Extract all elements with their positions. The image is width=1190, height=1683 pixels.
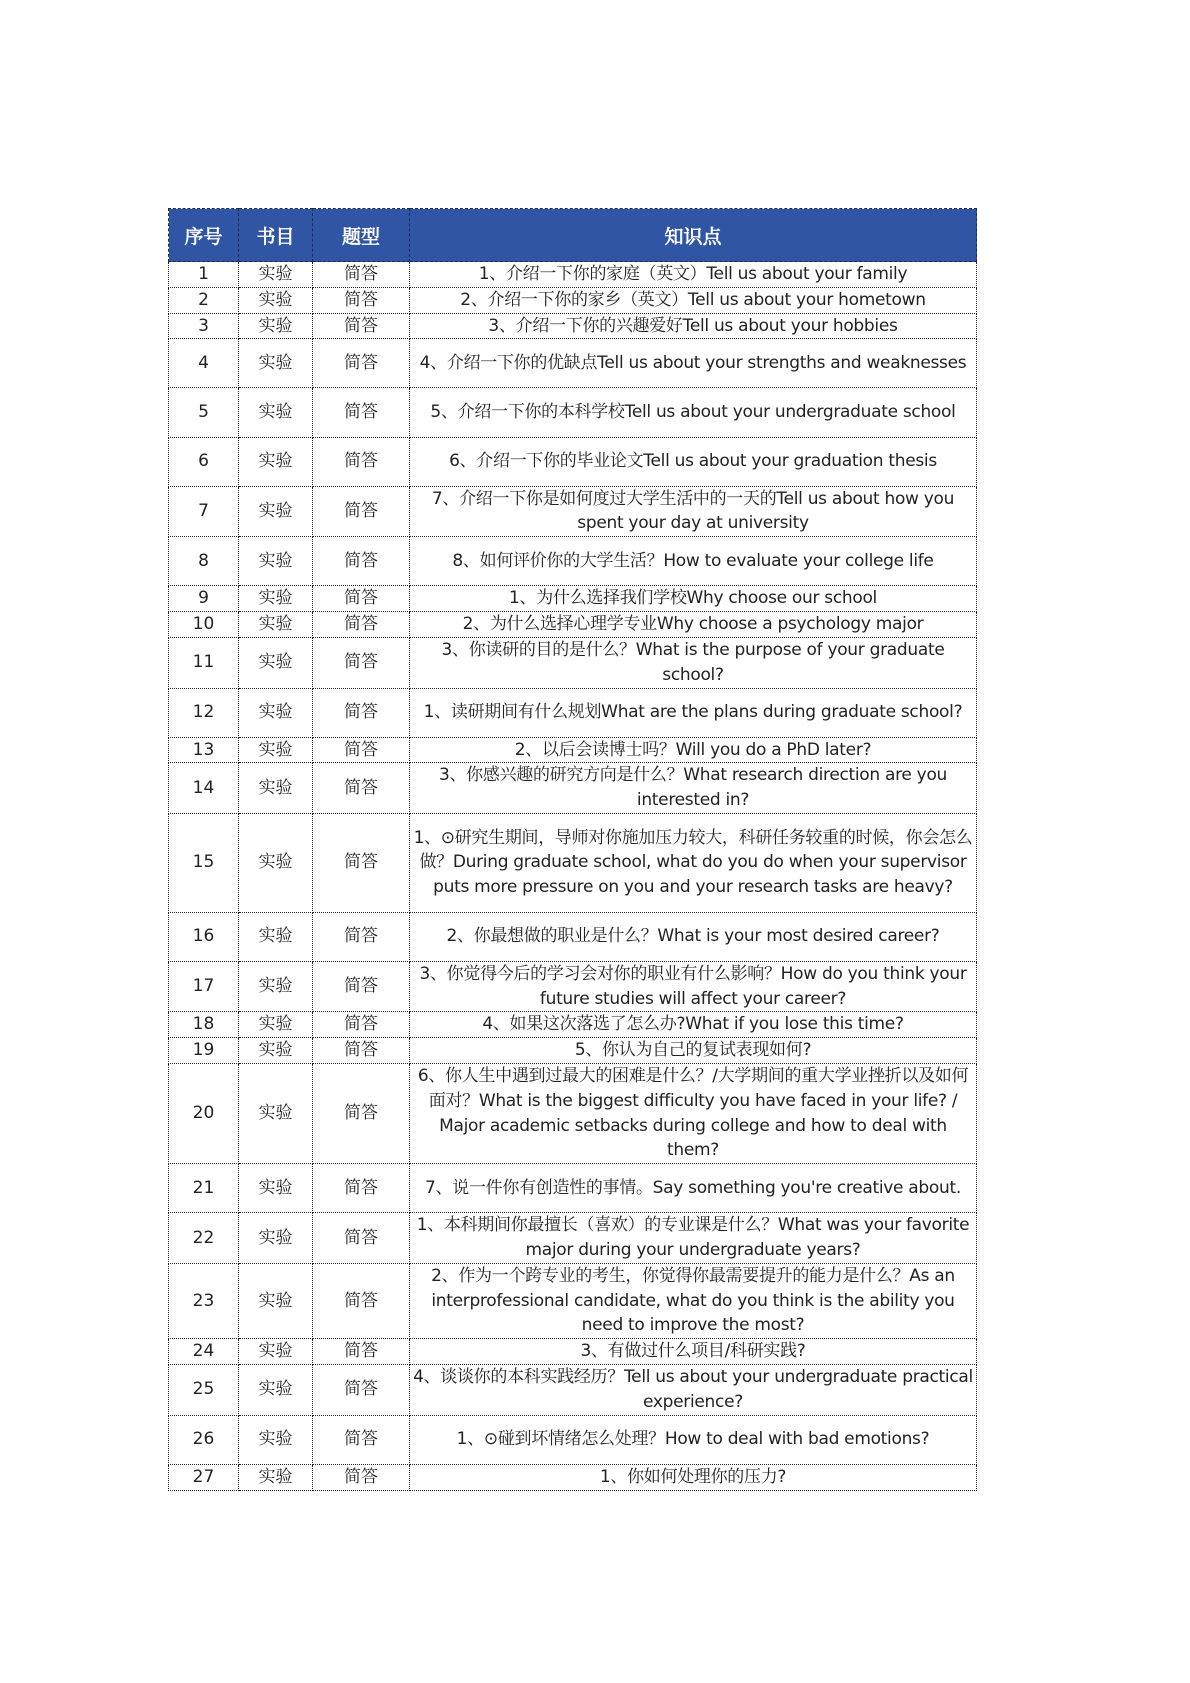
table-row [169,814,977,913]
cell-book: 实验 [239,1365,313,1416]
cell-book: 实验 [239,262,313,288]
cell-type: 简答 [313,763,410,814]
cell-knowledge-point: 1、⊙研究生期间，导师对你施加压力较大，科研任务较重的时候，你会怎么做？During graduate school, what do you do when your supervisor puts more pressure on you and your research tasks are heavy? [410,814,977,913]
cell-book: 实验 [239,586,313,612]
cell-knowledge-point: 6、你人生中遇到过最大的困难是什么？/大学期间的重大学业挫折以及如何面对？What is the biggest difficulty you have faced in your life? / Major academic setbacks during college and how to deal with them? [410,1064,977,1164]
cell-book: 实验 [239,388,313,437]
cell-type: 简答 [313,313,410,339]
cell-book: 实验 [239,339,313,388]
cell-type: 简答 [313,1263,410,1338]
cell-type: 简答 [313,388,410,437]
cell-no: 24 [169,1339,239,1365]
cell-knowledge-point: 2、作为一个跨专业的考生，你觉得你最需要提升的能力是什么？As an interprofessional candidate, what do you think is the ability you need to improve the most? [410,1263,977,1338]
cell-knowledge-point: 1、你如何处理你的压力? [410,1464,977,1490]
cell-no: 26 [169,1415,239,1464]
cell-book: 实验 [239,1164,313,1213]
cell-no: 17 [169,961,239,1012]
table-row [169,287,977,313]
cell-no: 6 [169,437,239,486]
cell-type: 简答 [313,1415,410,1464]
cell-knowledge-point: 3、介绍一下你的兴趣爱好Tell us about your hobbies [410,313,977,339]
table-body [169,262,977,1491]
cell-no: 25 [169,1365,239,1416]
cell-book: 实验 [239,737,313,763]
table-row [169,1339,977,1365]
table-row [169,1263,977,1338]
table-row [169,1064,977,1164]
cell-book: 实验 [239,763,313,814]
cell-type: 简答 [313,437,410,486]
cell-knowledge-point: 6、介绍一下你的毕业论文Tell us about your graduation thesis [410,437,977,486]
cell-knowledge-point: 1、⊙碰到坏情绪怎么处理？How to deal with bad emotions? [410,1415,977,1464]
cell-knowledge-point: 8、如何评价你的大学生活？How to evaluate your college life [410,537,977,586]
cell-book: 实验 [239,437,313,486]
cell-type: 简答 [313,262,410,288]
cell-no: 10 [169,612,239,638]
cell-no: 7 [169,486,239,537]
table-row [169,1012,977,1038]
cell-book: 实验 [239,1064,313,1164]
cell-type: 简答 [313,912,410,961]
cell-knowledge-point: 4、谈谈你的本科实践经历？Tell us about your undergraduate practical experience? [410,1365,977,1416]
cell-type: 简答 [313,1038,410,1064]
table-row [169,388,977,437]
cell-knowledge-point: 7、介绍一下你是如何度过大学生活中的一天的Tell us about how you spent your day at university [410,486,977,537]
cell-no: 19 [169,1038,239,1064]
cell-no: 23 [169,1263,239,1338]
table-row [169,339,977,388]
cell-no: 20 [169,1064,239,1164]
cell-knowledge-point: 4、如果这次落选了怎么办?What if you lose this time? [410,1012,977,1038]
cell-type: 简答 [313,486,410,537]
table-row [169,1164,977,1213]
cell-book: 实验 [239,612,313,638]
cell-knowledge-point: 2、你最想做的职业是什么？What is your most desired career? [410,912,977,961]
table-row [169,486,977,537]
cell-knowledge-point: 1、本科期间你最擅长（喜欢）的专业课是什么？What was your favorite major during your undergraduate years? [410,1213,977,1264]
table-row [169,537,977,586]
cell-no: 9 [169,586,239,612]
cell-no: 12 [169,688,239,737]
table-row [169,612,977,638]
cell-type: 简答 [313,537,410,586]
cell-type: 简答 [313,1164,410,1213]
cell-knowledge-point: 3、你读研的目的是什么？What is the purpose of your graduate school? [410,637,977,688]
header-knowledge-point: 知识点 [410,209,977,262]
cell-no: 21 [169,1164,239,1213]
cell-book: 实验 [239,1263,313,1338]
cell-book: 实验 [239,814,313,913]
cell-knowledge-point: 2、介绍一下你的家乡（英文）Tell us about your hometown [410,287,977,313]
cell-book: 实验 [239,287,313,313]
table-row [169,961,977,1012]
table-row [169,763,977,814]
table-header-row [169,209,977,262]
cell-knowledge-point: 3、你觉得今后的学习会对你的职业有什么影响？How do you think your future studies will affect your career? [410,961,977,1012]
table-row [169,313,977,339]
cell-knowledge-point: 2、以后会读博士吗？Will you do a PhD later? [410,737,977,763]
cell-type: 简答 [313,814,410,913]
table-row [169,637,977,688]
cell-type: 简答 [313,612,410,638]
cell-no: 5 [169,388,239,437]
cell-no: 18 [169,1012,239,1038]
cell-no: 16 [169,912,239,961]
cell-type: 简答 [313,637,410,688]
cell-book: 实验 [239,1464,313,1490]
cell-knowledge-point: 7、说一件你有创造性的事情。Say something you're creative about. [410,1164,977,1213]
table-row [169,1038,977,1064]
table-row [169,1365,977,1416]
cell-knowledge-point: 5、介绍一下你的本科学校Tell us about your undergraduate school [410,388,977,437]
cell-knowledge-point: 1、为什么选择我们学校Why choose our school [410,586,977,612]
cell-knowledge-point: 3、你感兴趣的研究方向是什么？What research direction are you interested in? [410,763,977,814]
cell-book: 实验 [239,486,313,537]
table-row [169,437,977,486]
cell-book: 实验 [239,1012,313,1038]
header-book: 书目 [239,209,313,262]
cell-type: 简答 [313,1064,410,1164]
cell-type: 简答 [313,287,410,313]
cell-type: 简答 [313,1213,410,1264]
cell-book: 实验 [239,537,313,586]
question-table [168,208,977,1491]
cell-no: 1 [169,262,239,288]
cell-book: 实验 [239,1213,313,1264]
cell-no: 15 [169,814,239,913]
table-row [169,1415,977,1464]
cell-type: 简答 [313,586,410,612]
cell-type: 简答 [313,1012,410,1038]
cell-book: 实验 [239,912,313,961]
cell-no: 3 [169,313,239,339]
cell-knowledge-point: 4、介绍一下你的优缺点Tell us about your strengths and weaknesses [410,339,977,388]
cell-knowledge-point: 1、介绍一下你的家庭（英文）Tell us about your family [410,262,977,288]
cell-book: 实验 [239,637,313,688]
cell-no: 13 [169,737,239,763]
cell-no: 4 [169,339,239,388]
cell-no: 11 [169,637,239,688]
cell-type: 简答 [313,737,410,763]
cell-book: 实验 [239,961,313,1012]
table-row [169,586,977,612]
table-row [169,912,977,961]
cell-book: 实验 [239,1339,313,1365]
cell-no: 2 [169,287,239,313]
cell-knowledge-point: 5、你认为自己的复试表现如何? [410,1038,977,1064]
table-row [169,737,977,763]
cell-knowledge-point: 2、为什么选择心理学专业Why choose a psychology major [410,612,977,638]
cell-type: 简答 [313,1464,410,1490]
table-row [169,688,977,737]
cell-knowledge-point: 3、有做过什么项目/科研实践? [410,1339,977,1365]
cell-no: 8 [169,537,239,586]
cell-no: 22 [169,1213,239,1264]
table-row [169,262,977,288]
cell-type: 简答 [313,1339,410,1365]
cell-type: 简答 [313,688,410,737]
cell-type: 简答 [313,339,410,388]
cell-type: 简答 [313,1365,410,1416]
cell-no: 27 [169,1464,239,1490]
table-row [169,1464,977,1490]
cell-book: 实验 [239,1415,313,1464]
cell-book: 实验 [239,688,313,737]
header-type: 题型 [313,209,410,262]
cell-book: 实验 [239,313,313,339]
cell-knowledge-point: 1、读研期间有什么规划What are the plans during graduate school? [410,688,977,737]
cell-no: 14 [169,763,239,814]
header-no: 序号 [169,209,239,262]
cell-type: 简答 [313,961,410,1012]
cell-book: 实验 [239,1038,313,1064]
table-row [169,1213,977,1264]
